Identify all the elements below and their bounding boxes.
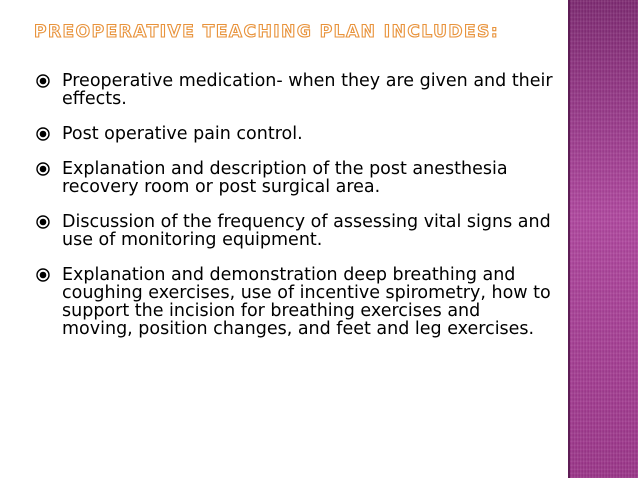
circle-bullet-icon [36,74,56,88]
bullet-item [36,125,556,143]
circle-bullet-icon [36,127,56,141]
bullet-item [36,213,556,249]
bullet-list [36,72,556,355]
circle-bullet-icon [36,268,56,282]
sidebar-edge [568,0,570,478]
bullet-item [36,160,556,196]
bullet-text: Explanation and description of the post anesthesia recovery room or post surgical area. [62,159,508,197]
bullet-text: Discussion of the frequency of assessing vital signs and use of monitoring equipment. [62,212,551,250]
slide-title: PREOPERATIVE TEACHING PLAN INCLUDES: [34,22,500,42]
bullet-text: Preoperative medication- when they are given and their effects. [62,71,553,109]
bullet-item [36,266,556,338]
bullet-item [36,72,556,108]
bullet-text: Post operative pain control. [62,124,303,144]
circle-bullet-icon [36,162,56,176]
bullet-text: Explanation and demonstration deep breathing and coughing exercises, use of incentive spirometry, how to support the incision for breathing exercises and moving, position changes, and feet and leg exercises. [62,265,551,339]
decorative-sidebar [568,0,638,478]
circle-bullet-icon [36,215,56,229]
